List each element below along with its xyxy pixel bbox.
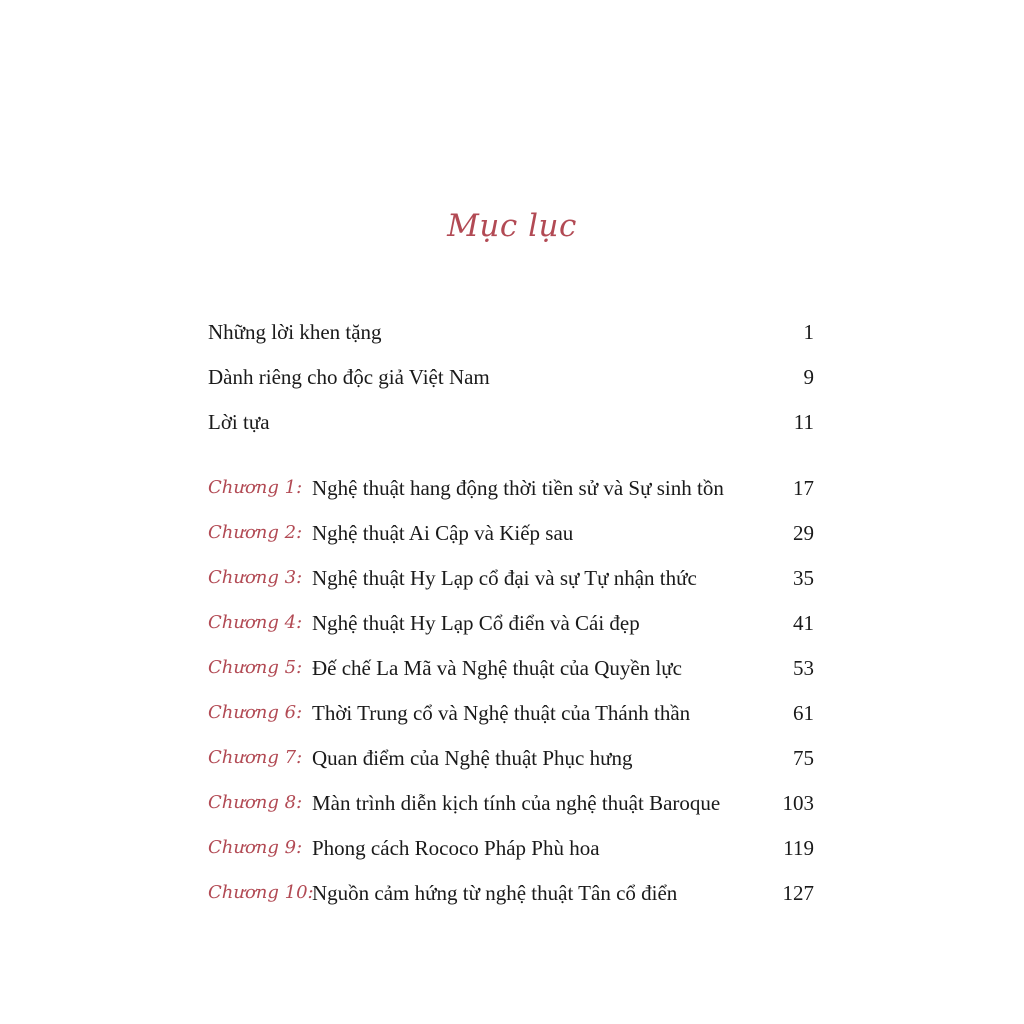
chapter-prefix: Chương 9: [208,837,303,858]
toc-chapter-5[interactable] [208,653,814,683]
toc-entry-label: Lời tựa [208,410,270,434]
chapter-title: Màn trình diễn kịch tính của nghệ thuật Baroque [312,791,721,815]
chapter-title: Nghệ thuật hang động thời tiền sử và Sự sinh tồn [312,476,724,500]
chapter-title: Đế chế La Mã và Nghệ thuật của Quyền lực [312,656,682,680]
chapter-prefix: Chương 3: [208,567,303,588]
toc-entry-label: Dành riêng cho độc giả Việt Nam [208,365,490,389]
chapter-page: 41 [793,611,814,635]
chapter-title: Thời Trung cổ và Nghệ thuật của Thánh thần [312,701,691,725]
toc-chapter-9[interactable] [208,833,814,863]
chapter-prefix: Chương 2: [208,522,303,543]
toc-entry-front-2[interactable] [208,362,814,392]
page-title: Mục lục [447,208,577,244]
chapter-page: 61 [793,701,814,725]
chapter-page: 17 [793,476,814,500]
chapter-prefix: Chương 5: [208,657,303,678]
toc-entry-front-3[interactable] [208,407,814,437]
chapter-page: 35 [793,566,814,590]
chapter-title: Nghệ thuật Ai Cập và Kiếp sau [312,521,574,545]
toc-chapter-10[interactable] [208,878,814,908]
toc-chapter-6[interactable] [208,698,814,728]
chapter-page: 127 [782,881,814,905]
toc-chapter-3[interactable] [208,563,814,593]
chapter-title: Phong cách Rococo Pháp Phù hoa [312,836,600,860]
chapter-prefix: Chương 1: [208,477,303,498]
chapter-page: 75 [793,746,814,770]
toc-chapter-1[interactable] [208,473,814,503]
chapter-prefix: Chương 4: [208,612,303,633]
chapter-prefix: Chương 10: [208,882,314,903]
toc-entry-front-1[interactable] [208,317,814,347]
chapter-page: 53 [793,656,814,680]
toc-chapter-7[interactable] [208,743,814,773]
toc-chapter-2[interactable] [208,518,814,548]
chapter-title: Nghệ thuật Hy Lạp Cổ điển và Cái đẹp [312,611,640,635]
chapter-page: 29 [793,521,814,545]
chapter-prefix: Chương 6: [208,702,303,723]
toc-chapter-8[interactable] [208,788,814,818]
chapter-title: Nguồn cảm hứng từ nghệ thuật Tân cổ điển [312,881,678,905]
toc-chapter-4[interactable] [208,608,814,638]
toc-entry-page: 11 [793,410,814,434]
chapter-title: Quan điểm của Nghệ thuật Phục hưng [312,746,633,770]
toc-entry-label: Những lời khen tặng [208,320,382,344]
chapter-page: 103 [782,791,814,815]
chapter-prefix: Chương 7: [208,747,303,768]
chapter-title: Nghệ thuật Hy Lạp cổ đại và sự Tự nhận thức [312,566,697,590]
toc-entry-page: 9 [803,365,814,389]
chapter-prefix: Chương 8: [208,792,303,813]
chapter-page: 119 [783,836,814,860]
toc-entry-page: 1 [803,320,814,344]
